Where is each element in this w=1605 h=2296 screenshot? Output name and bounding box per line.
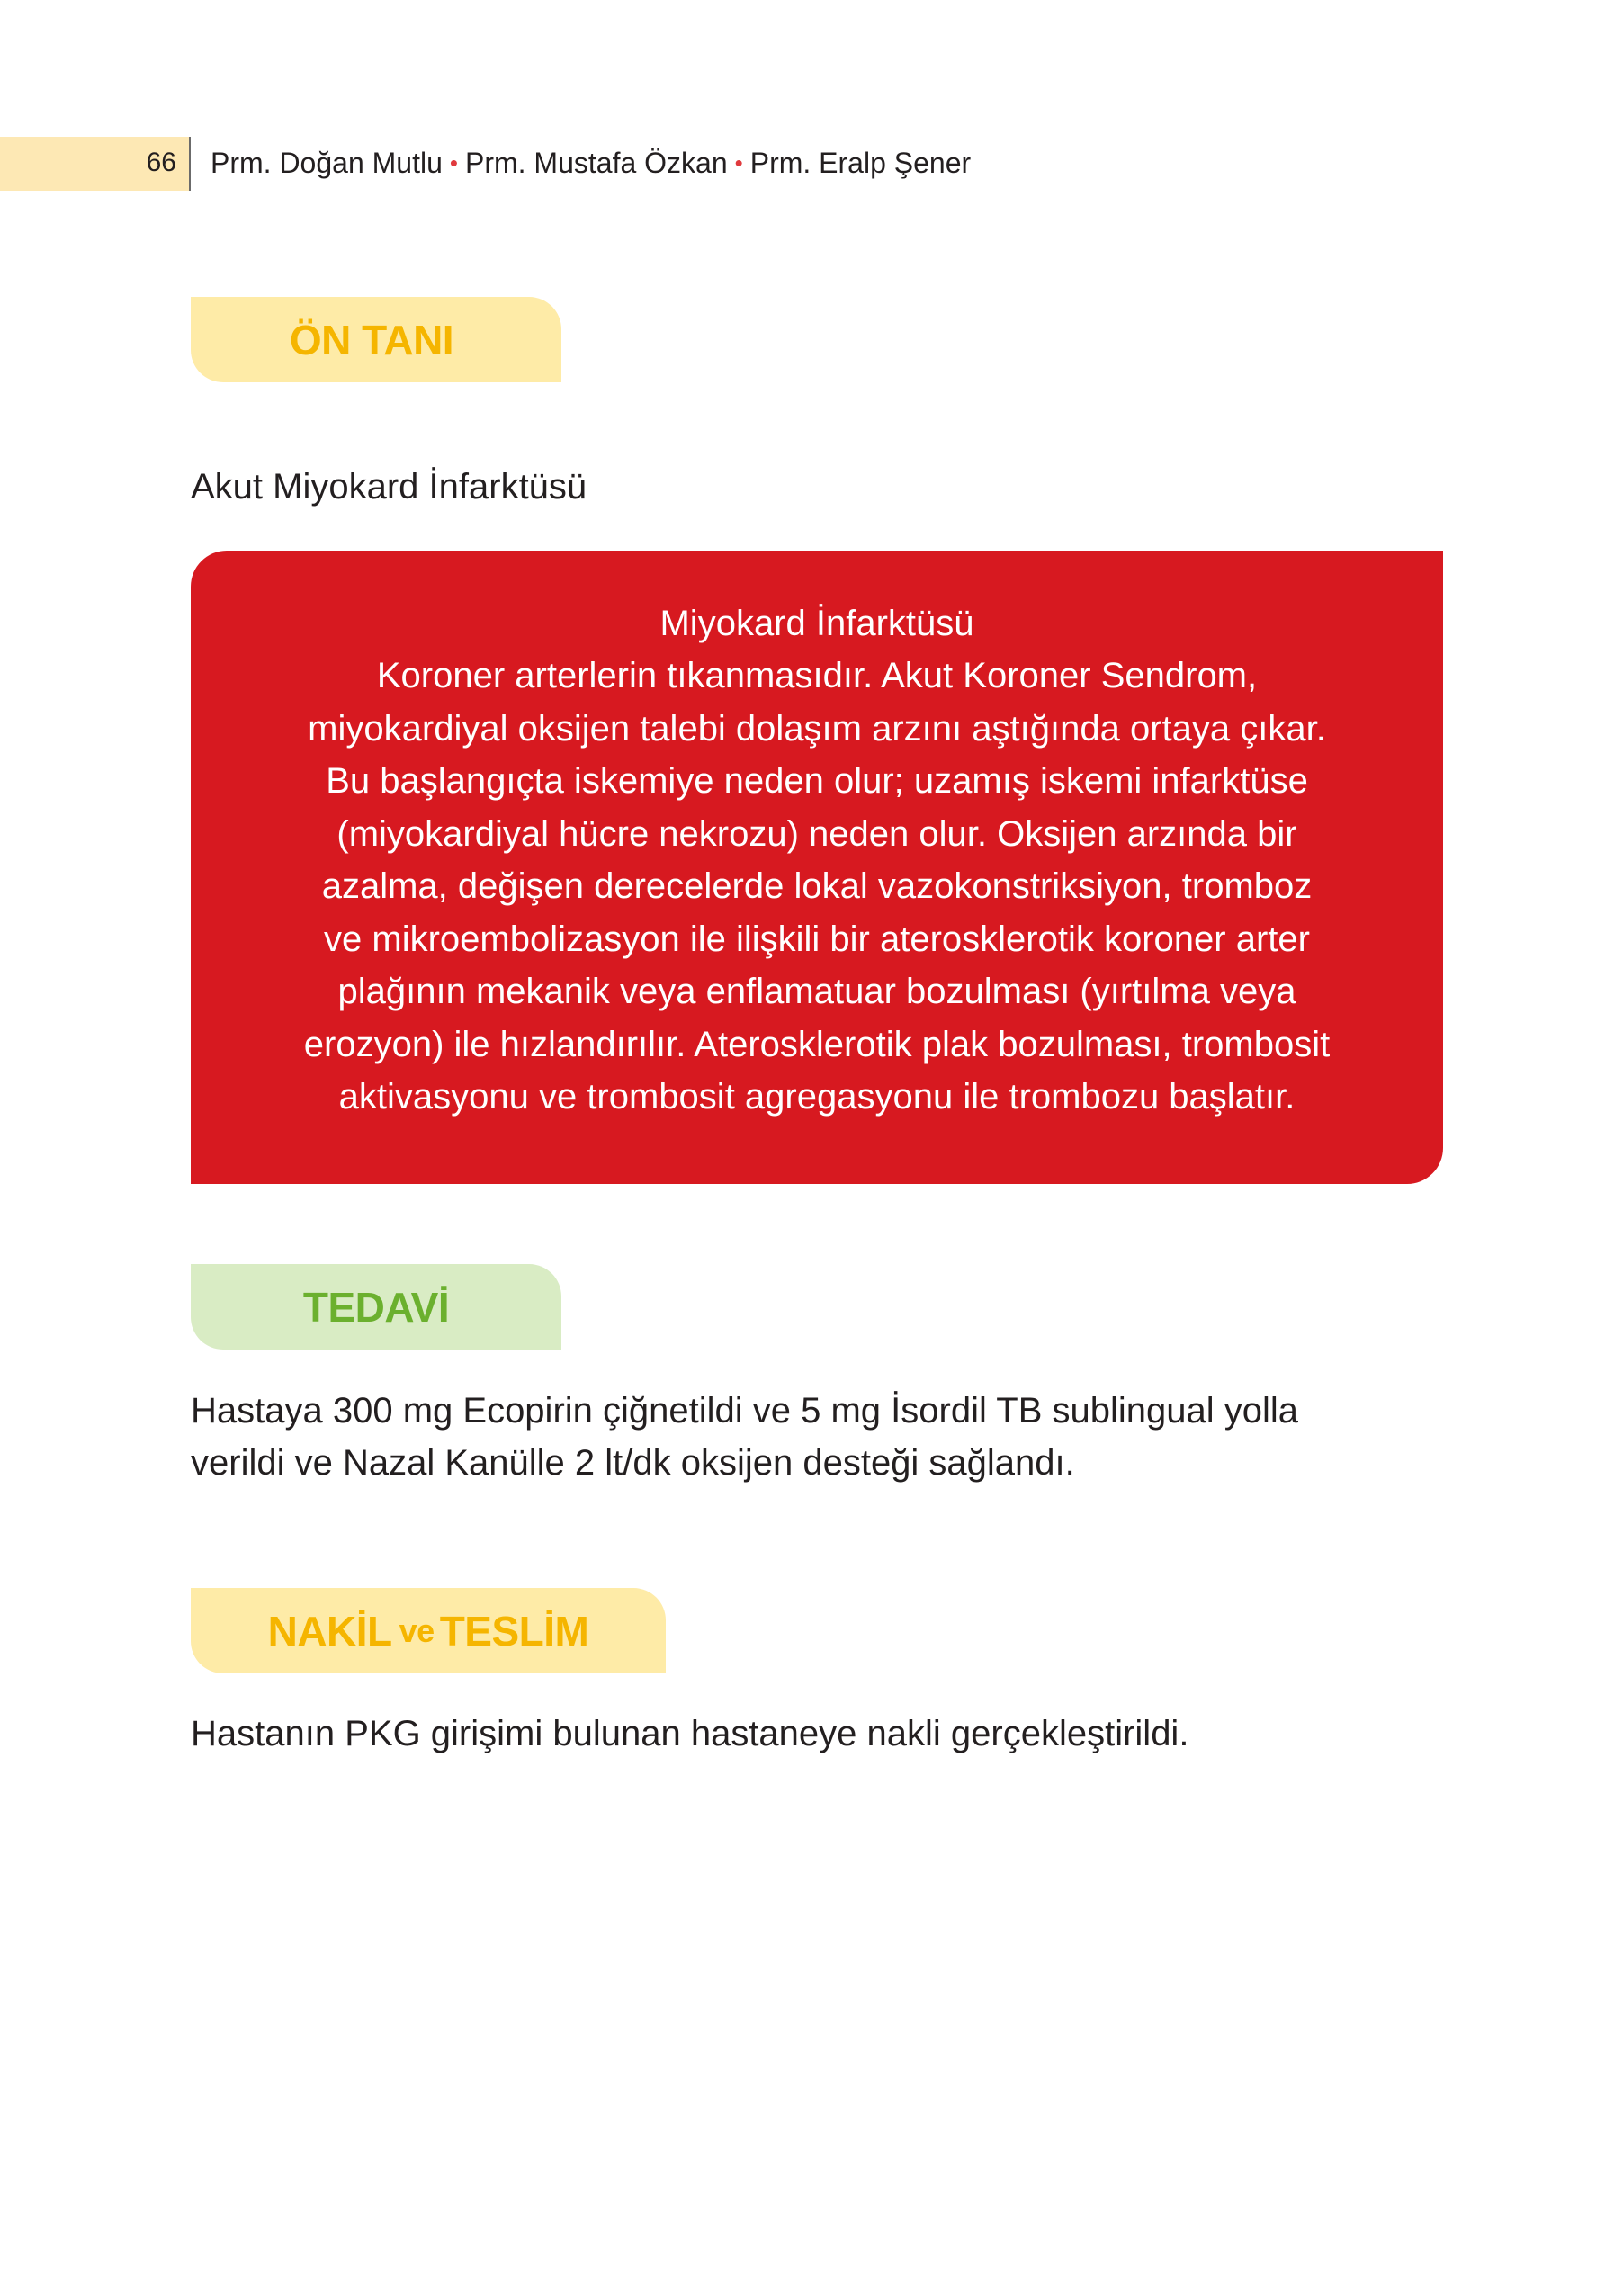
section-label-part: TESLİM (439, 1607, 589, 1655)
info-box-line: (miyokardiyal hücre nekrozu) neden olur. Oksijen arzında bir (336, 813, 1297, 854)
author-1: Prm. Doğan Mutlu (211, 147, 443, 179)
info-box-title: Miyokard İnfarktüsü (659, 604, 974, 643)
section-label: ÖN TANI (289, 316, 454, 363)
transfer-text: Hastanın PKG girişimi bulunan hastaneye nakli gerçekleştirildi. (191, 1714, 1189, 1753)
info-box-line: Bu başlangıçta iskemiye neden olur; uzamış iskemi infarktüse (326, 761, 1308, 801)
section-tab-nakil-teslim (191, 1588, 666, 1673)
author-line (211, 145, 971, 183)
treatment-line: verildi ve Nazal Kanülle 2 lt/dk oksijen desteği sağlandı. (191, 1443, 1075, 1483)
info-box-line: aktivasyonu ve trombosit agregasyonu ile trombozu başlatır. (338, 1077, 1296, 1117)
header-divider (189, 137, 191, 191)
treatment-text (191, 1385, 1450, 1489)
info-box-line: plağının mekanik veya enflamatuar bozulması (yırtılma veya (337, 972, 1296, 1011)
diagnosis-text: Akut Miyokard İnfarktüsü (191, 467, 587, 507)
info-box-line: ve mikroembolizasyon ile ilişkili bir aterosklerotik koroner arter (324, 919, 1310, 959)
section-label: TEDAVİ (302, 1283, 450, 1331)
author-2: Prm. Mustafa Özkan (464, 147, 728, 179)
author-separator: • (734, 149, 743, 176)
section-label-part: NAKİL (267, 1607, 392, 1655)
author-separator: • (449, 149, 458, 176)
section-tab-tedavi (191, 1264, 561, 1350)
info-box-line: erozyon) ile hızlandırılır. Aterosklerotik plak bozulması, trombosit (303, 1024, 1331, 1064)
treatment-line: Hastaya 300 mg Ecopirin çiğnetildi ve 5 mg İsordil TB sublingual yolla (191, 1391, 1298, 1431)
info-box-line: miyokardiyal oksijen talebi dolaşım arzını aştığında ortaya çıkar. (308, 708, 1326, 749)
section-label-part: ve (399, 1611, 435, 1649)
section-tab-on-tani (191, 297, 561, 382)
info-box-line: Koroner arterlerin tıkanmasıdır. Akut Koroner Sendrom, (376, 656, 1258, 695)
info-box-body (227, 650, 1407, 1124)
page-number: 66 (146, 148, 176, 177)
info-box (191, 551, 1443, 1184)
info-box-line: azalma, değişen derecelerde lokal vazokonstriksiyon, tromboz (321, 866, 1313, 906)
author-3: Prm. Eralp Şener (749, 147, 972, 179)
